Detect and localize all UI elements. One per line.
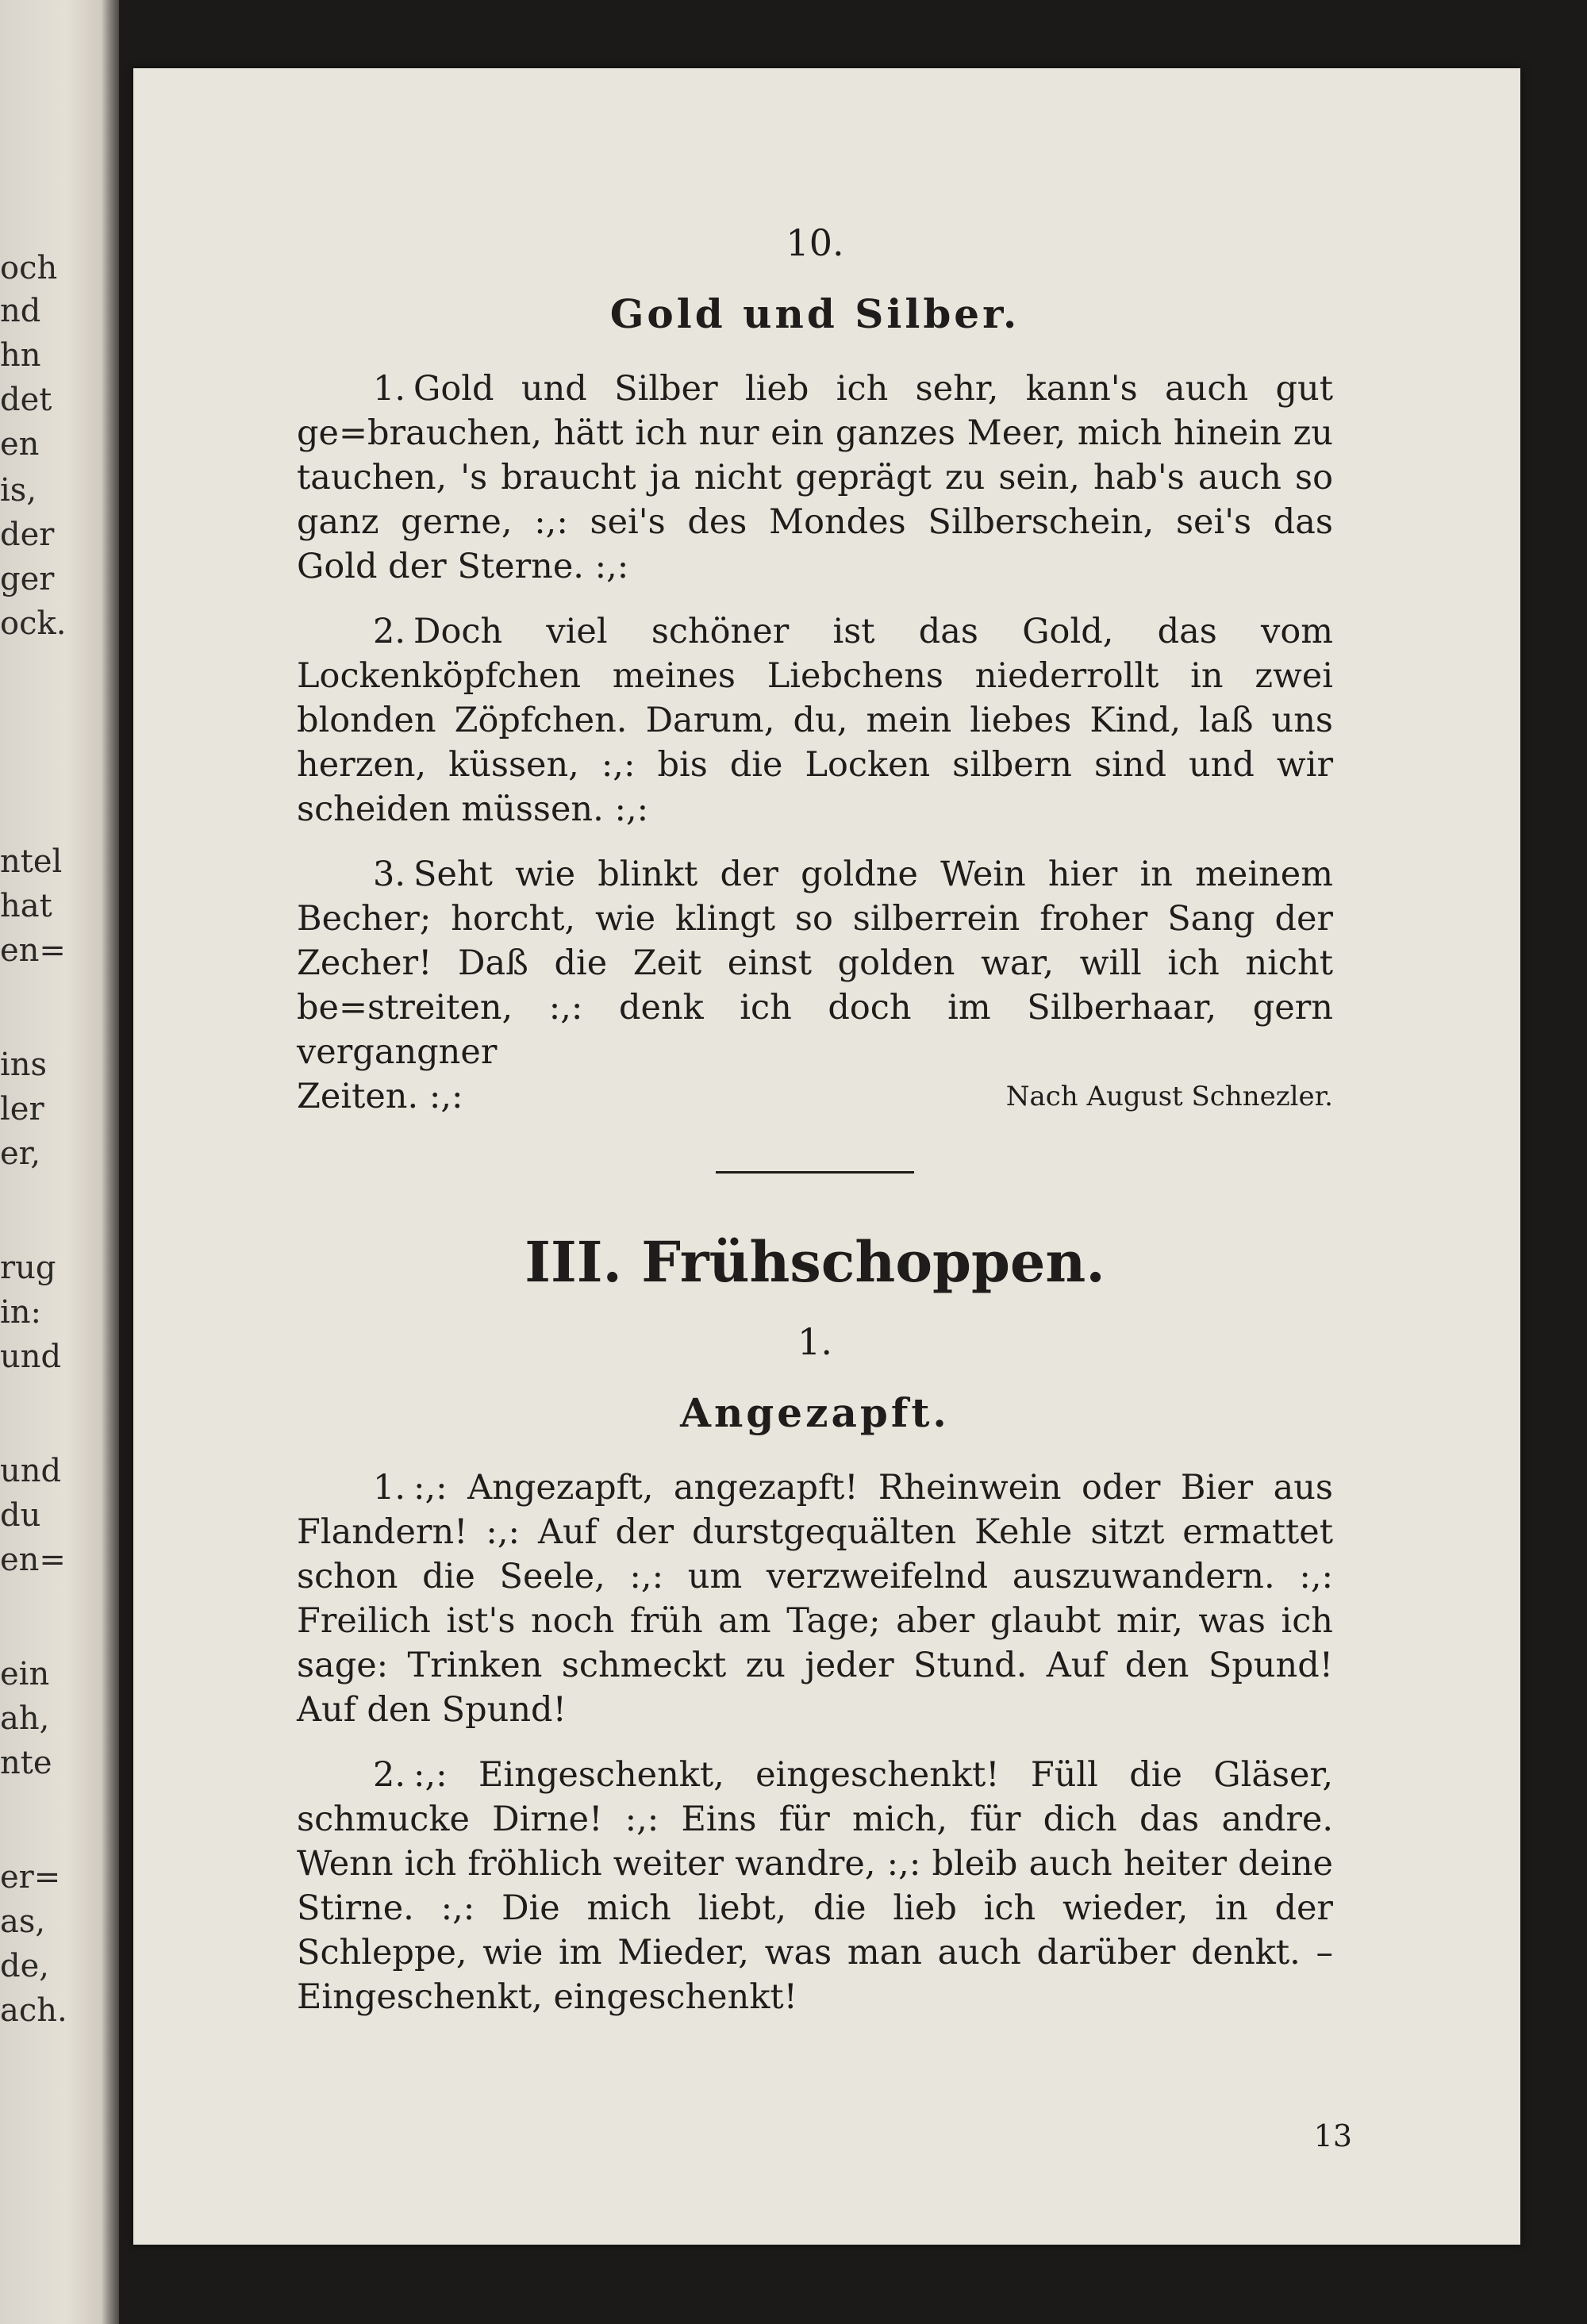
song-title: Angezapft. [680,1389,950,1436]
song-title: Gold und Silber. [609,290,1020,337]
verse [297,1753,1333,2019]
facing-page-fragment: det [0,382,52,418]
facing-page-fragment: ger [0,561,55,597]
verse-number: 1. [373,369,406,409]
facing-page [0,0,119,2324]
facing-page-fragment: er= [0,1859,61,1896]
facing-page-fragment: ins [0,1047,48,1083]
facing-page-fragment: und [0,1453,62,1489]
verse-number: 1. [373,1468,406,1508]
facing-page-fragment: rug [0,1250,56,1286]
facing-page-fragment: du [0,1497,41,1534]
verse [297,1465,1333,1732]
verse-number: 2. [373,1755,406,1795]
facing-page-fragment: der [0,517,55,553]
verse-text: Gold und Silber lieb ich sehr, kann's auch gut ge=brauchen, hätt ich nur ein ganzes Meer, mich hinein zu tauchen, 's braucht ja nicht geprägt zu sein, hab's auch so ganz gerne, :,: sei's des Mondes Silberschein, sei's das Gold der Sterne. :,: [297,369,1333,586]
book-page [133,68,1520,2245]
verse-number: 2. [373,612,406,651]
page-text-block [297,219,1333,2040]
verse [297,609,1333,832]
facing-page-fragment: nte [0,1745,52,1781]
verse-number: 3. [373,855,406,894]
verse [297,367,1333,589]
facing-page-fragment: as, [0,1903,46,1940]
facing-page-fragment: ock. [0,605,67,642]
facing-page-fragment: in: [0,1294,42,1331]
verse-text: :,: Eingeschenkt, eingeschenkt! Füll die Gläser, schmucke Dirne! :,: Eins für mich, für dich das andre. Wenn ich fröhlich weiter wandre, :,: bleib auch heiter deine Stirne. :,: Die mich liebt, die lieb ich wieder, in der Schleppe, wie im Mieder, was man auch darüber denkt. – Eingeschenkt, eingeschenkt! [297,1755,1333,2017]
verse-text: :,: Angezapft, angezapft! Rheinwein oder Bier aus Flandern! :,: Auf der durstgequälten Kehle sitzt ermattet schon die Seele, :,: um verzweifelnd auszuwandern. :,: Freilich ist's noch früh am Tage; aber glaubt mir, was ich sage: Trinken schmeckt zu jeder Stund. Auf den Spund! Auf den Spund! [297,1468,1333,1730]
verse-closing-line [297,1074,1333,1119]
facing-page-fragment: hat [0,888,52,924]
facing-page-fragment: ntel [0,843,63,880]
verse-text: Seht wie blinkt der goldne Wein hier in meinem Becher; horcht, wie klingt so silberrein froher Sang der Zecher! Daß die Zeit einst golden war, will ich nicht be=streiten, :,: denk ich doch im Silberhaar, gern vergangner [297,855,1333,1072]
facing-page-fragment: ler [0,1091,44,1127]
facing-page-fragment: ach. [0,1992,67,2029]
facing-page-fragment: en [0,426,40,463]
song-number: 1. [797,1320,832,1363]
song-number: 10. [786,221,844,264]
facing-page-fragment: nd [0,293,41,329]
page-gutter-shadow [102,0,119,2324]
facing-page-fragment: is, [0,472,37,509]
facing-page-fragment: en= [0,932,66,969]
facing-page-fragment: und [0,1339,62,1375]
page-number: 13 [1313,2118,1352,2153]
section-divider [716,1171,914,1174]
facing-page-fragment: er, [0,1135,41,1172]
verse [297,852,1333,1074]
facing-page-fragment: de, [0,1948,49,1984]
part-heading: III. Frühschoppen. [525,1229,1105,1295]
author-attribution: Nach August Schnezler. [1005,1081,1333,1112]
verse-last-words: Zeiten. :,: [297,1077,463,1116]
facing-page-fragment: en= [0,1542,66,1578]
verse-text: Doch viel schöner ist das Gold, das vom Lockenköpfchen meines Liebchens niederrollt in zwei blonden Zöpfchen. Darum, du, mein liebes Kind, laß uns herzen, küssen, :,: bis die Locken silbern sind und wir scheiden müssen. :,: [297,612,1333,829]
facing-page-fragment: ein [0,1656,50,1692]
facing-page-fragment: hn [0,337,41,374]
facing-page-fragment: och [0,250,58,286]
facing-page-fragment: ah, [0,1700,50,1737]
